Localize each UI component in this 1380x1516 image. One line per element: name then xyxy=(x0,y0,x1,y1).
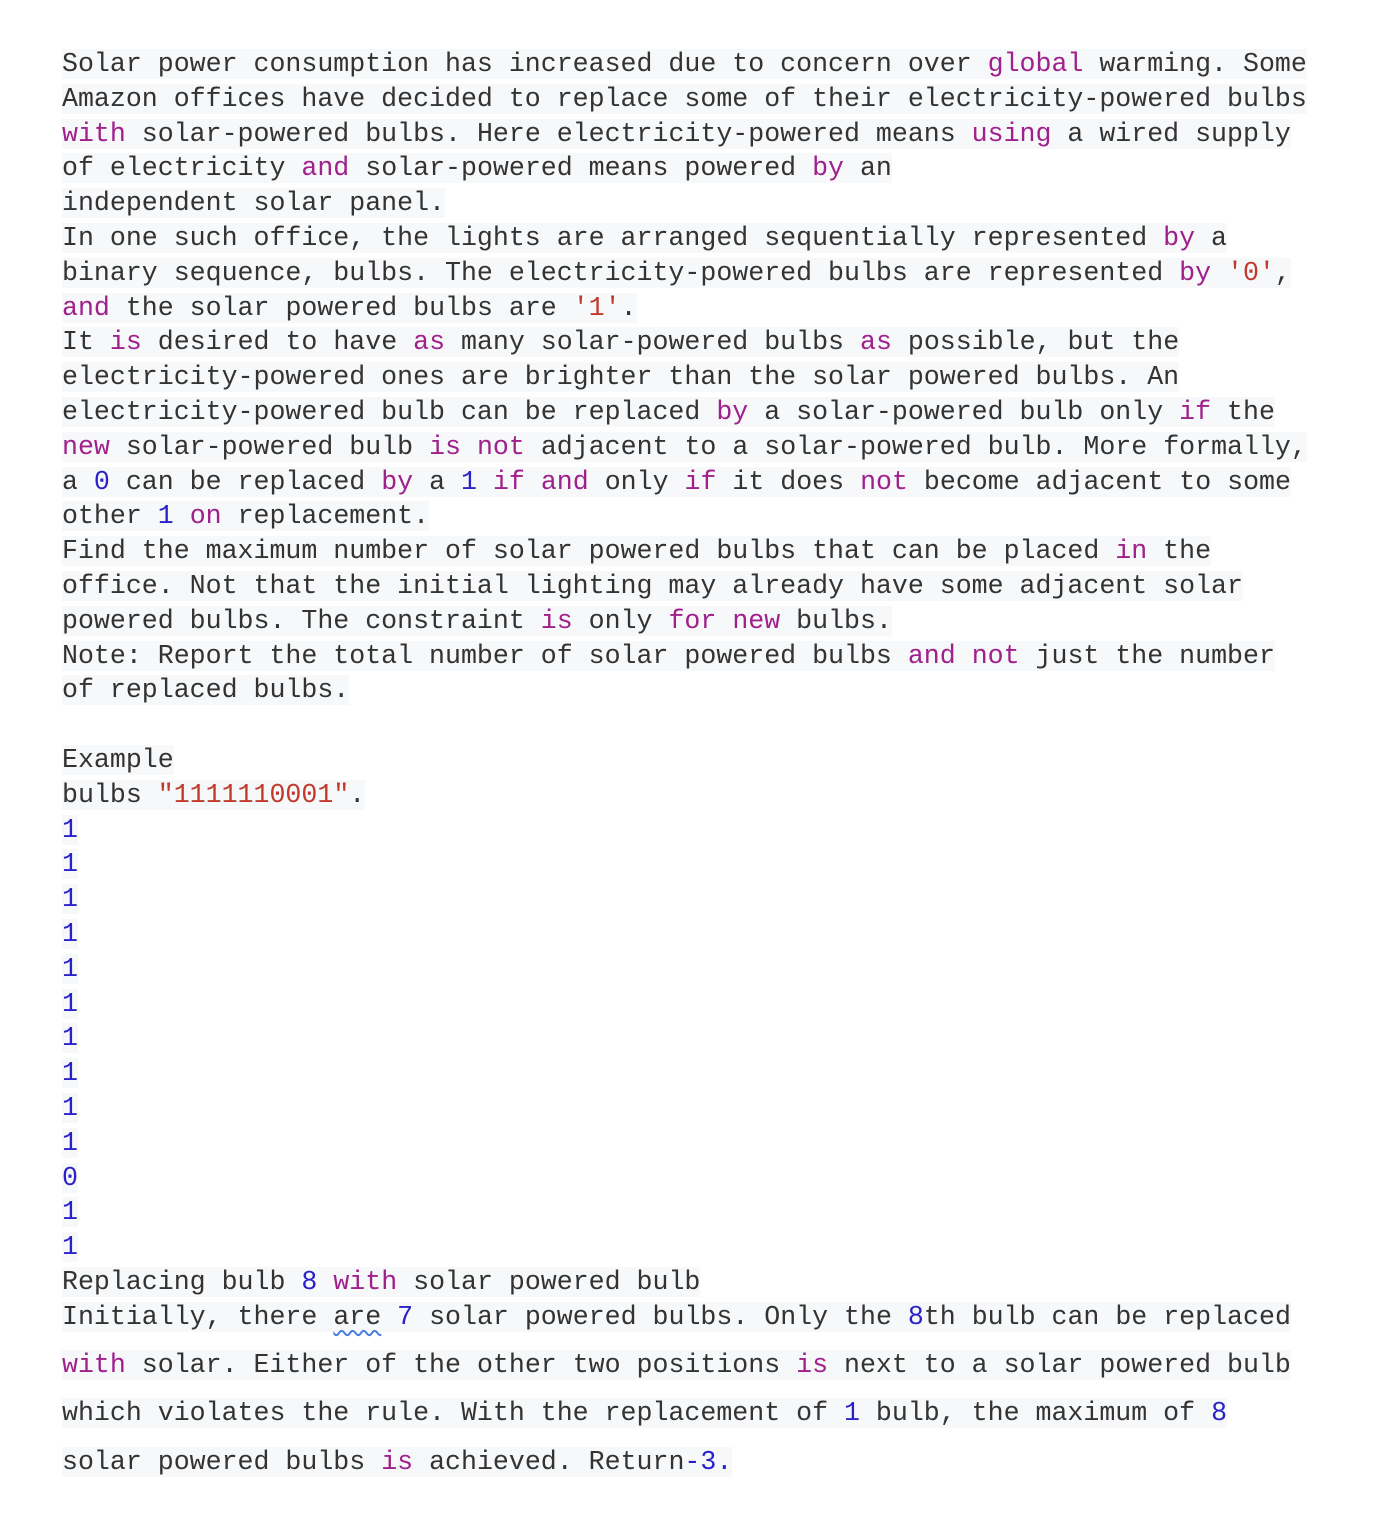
text-line xyxy=(62,1091,1307,1126)
text-line xyxy=(62,987,1307,1022)
line-highlight xyxy=(62,884,78,914)
keyword-token: by xyxy=(812,153,845,184)
text-token xyxy=(1211,258,1227,288)
keyword-token: is xyxy=(429,431,461,462)
number-token: -3. xyxy=(684,1446,733,1477)
text-token: which violates the rule. With the replacement of xyxy=(62,1398,844,1429)
text-token: achieved. Return xyxy=(413,1446,685,1477)
text-token: a xyxy=(62,466,94,497)
text-token: solar-powered bulbs. Here electricity-powered means xyxy=(125,118,972,149)
text-line xyxy=(62,82,1307,117)
text-line xyxy=(62,221,1307,256)
text-token: . xyxy=(620,292,637,323)
text-token: independent solar panel. xyxy=(62,188,446,219)
number-token: 8 xyxy=(907,1301,924,1332)
number-token: 1 xyxy=(62,884,78,915)
number-token: 0 xyxy=(62,1162,78,1193)
text-token xyxy=(716,606,732,636)
line-highlight xyxy=(62,1350,1291,1380)
number-token: 8 xyxy=(301,1266,318,1297)
text-token: replacement. xyxy=(221,501,430,532)
text-token xyxy=(317,1267,333,1297)
text-token: become adjacent to some xyxy=(907,466,1291,497)
text-token: solar powered bulbs. Only the xyxy=(413,1301,908,1332)
number-token: 8 xyxy=(1211,1398,1228,1429)
text-token: adjacent to a solar-powered bulb. More formally, xyxy=(524,431,1307,462)
line-highlight xyxy=(62,745,174,775)
text-token: a xyxy=(413,466,462,497)
number-token: 7 xyxy=(397,1301,414,1332)
text-line xyxy=(62,604,1307,639)
line-highlight xyxy=(62,606,892,636)
number-token: 1 xyxy=(62,918,78,949)
number-token: 1 xyxy=(62,1092,78,1123)
text-token xyxy=(381,1302,397,1332)
text-line xyxy=(62,1021,1307,1056)
text-line xyxy=(62,1265,1307,1300)
line-highlight xyxy=(62,258,1291,288)
keyword-token: as xyxy=(413,327,446,358)
text-line xyxy=(62,952,1307,987)
string-token: '1' xyxy=(572,292,621,323)
line-highlight xyxy=(62,989,78,1019)
line-highlight xyxy=(62,1302,1291,1332)
line-highlight xyxy=(62,188,445,218)
text-line xyxy=(62,325,1307,360)
text-token: binary sequence, bulbs. The electricity-powered bulbs are represented xyxy=(62,257,1180,288)
keyword-token: and xyxy=(540,466,589,497)
text-token: only xyxy=(588,466,685,497)
text-token: electricity-powered bulb can be replaced xyxy=(62,396,717,427)
line-highlight xyxy=(62,1058,78,1088)
keyword-token: is xyxy=(109,327,142,358)
line-highlight xyxy=(62,467,1291,497)
line-highlight xyxy=(62,119,1291,149)
text-line xyxy=(62,847,1307,882)
line-highlight xyxy=(62,397,1275,427)
text-token xyxy=(477,467,493,497)
string-token: "1111110001" xyxy=(157,779,350,810)
line-highlight xyxy=(62,84,1307,114)
text-line xyxy=(62,778,1307,813)
text-token: only xyxy=(572,605,669,636)
text-line xyxy=(62,430,1307,465)
text-line xyxy=(62,882,1307,917)
text-line xyxy=(62,465,1307,500)
text-token: Amazon offices have decided to replace some of their electricity-powered bulbs xyxy=(62,83,1307,114)
text-line xyxy=(62,1445,1307,1493)
text-token: It xyxy=(62,327,110,358)
text-line xyxy=(62,639,1307,674)
text-line xyxy=(62,1230,1307,1265)
text-token: solar. Either of the other two positions xyxy=(125,1349,797,1380)
number-token: 1 xyxy=(461,466,477,497)
keyword-token: new xyxy=(732,605,781,636)
text-line xyxy=(62,1195,1307,1230)
text-token: Note: Report the total number of solar powered bulbs xyxy=(62,640,908,671)
text-line xyxy=(62,534,1307,569)
number-token: 1 xyxy=(157,501,174,532)
text-token: bulbs xyxy=(62,779,158,810)
number-token: 1 xyxy=(62,1023,78,1054)
text-token: the solar powered bulbs are xyxy=(109,292,573,323)
line-highlight xyxy=(62,153,892,183)
keyword-token: with xyxy=(62,118,126,149)
line-highlight xyxy=(62,223,1227,253)
keyword-token: not xyxy=(860,466,908,497)
text-token: a solar-powered bulb only xyxy=(748,396,1180,427)
line-highlight xyxy=(62,501,429,531)
line-highlight xyxy=(62,327,1179,357)
keyword-token: using xyxy=(971,118,1052,149)
text-line xyxy=(62,499,1307,534)
text-token: possible, but the xyxy=(891,327,1180,358)
text-token: electricity-powered ones are brighter than the solar powered bulbs. An xyxy=(62,362,1180,393)
text-line xyxy=(62,186,1307,221)
text-token: Solar power consumption has increased due to concern over xyxy=(62,49,988,79)
text-token: powered bulbs. The constraint xyxy=(62,605,541,636)
keyword-token: if xyxy=(492,466,525,497)
keyword-token: by xyxy=(381,466,414,497)
spellcheck-flagged-word: are xyxy=(333,1301,382,1332)
text-token xyxy=(174,501,190,531)
number-token: 1 xyxy=(62,1197,78,1228)
problem-statement-document xyxy=(62,47,1307,1493)
text-token: bulb, the maximum of xyxy=(859,1398,1212,1429)
blank-line xyxy=(62,708,1307,743)
text-token: solar powered bulbs xyxy=(62,1446,382,1477)
text-token: of electricity xyxy=(62,153,302,184)
keyword-token: in xyxy=(1115,536,1148,567)
line-highlight xyxy=(62,1197,78,1227)
text-token: office. Not that the initial lighting may already have some adjacent solar xyxy=(62,570,1243,601)
keyword-token: new xyxy=(62,431,110,462)
keyword-token: not xyxy=(476,431,525,462)
text-token: a wired supply xyxy=(1051,118,1291,149)
number-token: 1 xyxy=(62,1058,78,1089)
text-token: an xyxy=(844,153,892,184)
text-token: solar-powered bulb xyxy=(109,431,430,462)
number-token: 1 xyxy=(62,1127,78,1158)
text-line xyxy=(62,117,1307,152)
text-token: a xyxy=(1195,222,1228,253)
keyword-token: with xyxy=(333,1266,398,1297)
keyword-token: not xyxy=(971,640,1020,671)
number-token: 1 xyxy=(843,1398,860,1429)
line-highlight xyxy=(62,571,1243,601)
text-token: . xyxy=(349,779,366,810)
number-token: 0 xyxy=(93,466,110,497)
keyword-token: for xyxy=(668,605,717,636)
text-line xyxy=(62,151,1307,186)
text-token: it does xyxy=(716,466,861,497)
line-highlight xyxy=(62,780,365,810)
text-token: desired to have xyxy=(141,327,414,358)
text-token: many solar-powered bulbs xyxy=(445,327,860,358)
line-highlight xyxy=(62,536,1211,566)
text-line xyxy=(62,291,1307,326)
keyword-token: global xyxy=(987,49,1084,79)
keyword-token: and xyxy=(301,153,350,184)
text-token: the xyxy=(1147,536,1212,567)
keyword-token: on xyxy=(189,501,222,532)
text-token: next to a solar powered bulb xyxy=(828,1349,1291,1380)
text-line xyxy=(62,360,1307,395)
text-token: other xyxy=(62,501,158,532)
text-token: solar powered bulb xyxy=(397,1266,701,1297)
text-line xyxy=(62,1056,1307,1091)
line-highlight xyxy=(62,293,637,323)
line-highlight xyxy=(62,1447,732,1477)
text-token: warming. Some xyxy=(1083,49,1307,79)
number-token: 1 xyxy=(62,988,78,1019)
keyword-token: by xyxy=(1179,257,1212,288)
keyword-token: and xyxy=(62,292,110,323)
keyword-token: if xyxy=(684,466,717,497)
text-line xyxy=(62,47,1307,82)
keyword-token: if xyxy=(1179,396,1212,427)
text-token xyxy=(956,641,972,671)
line-highlight xyxy=(62,49,1307,79)
line-highlight xyxy=(62,1128,78,1158)
line-highlight xyxy=(62,362,1179,392)
text-token: In one such office, the lights are arranged sequentially represented xyxy=(62,222,1164,253)
line-highlight xyxy=(62,641,1275,671)
keyword-token: with xyxy=(62,1349,126,1380)
line-highlight xyxy=(62,1232,78,1262)
line-highlight xyxy=(62,849,78,879)
text-line xyxy=(62,1348,1307,1396)
line-highlight xyxy=(62,815,78,845)
keyword-token: by xyxy=(716,396,749,427)
text-token: can be replaced xyxy=(109,466,382,497)
line-highlight xyxy=(62,432,1307,462)
keyword-token: by xyxy=(1163,222,1196,253)
text-line xyxy=(62,673,1307,708)
text-line xyxy=(62,1126,1307,1161)
line-highlight xyxy=(62,919,78,949)
line-highlight xyxy=(62,1093,78,1123)
text-token xyxy=(525,467,541,497)
text-token: Replacing bulb xyxy=(62,1266,302,1297)
text-token xyxy=(461,432,477,462)
line-highlight xyxy=(62,1267,700,1297)
text-token: Example xyxy=(62,744,174,775)
number-token: 1 xyxy=(62,953,78,984)
line-highlight xyxy=(62,1398,1227,1428)
line-highlight xyxy=(62,675,349,705)
text-token: , xyxy=(1274,257,1291,288)
text-line xyxy=(62,743,1307,778)
string-token: '0' xyxy=(1227,257,1275,288)
text-line xyxy=(62,1161,1307,1196)
text-line xyxy=(62,569,1307,604)
text-line xyxy=(62,1396,1307,1444)
number-token: 1 xyxy=(62,849,78,880)
text-line xyxy=(62,917,1307,952)
text-line xyxy=(62,395,1307,430)
keyword-token: as xyxy=(859,327,892,358)
keyword-token: is xyxy=(381,1446,414,1477)
keyword-token: and xyxy=(907,640,956,671)
keyword-token: is xyxy=(540,605,573,636)
line-highlight xyxy=(62,1163,78,1193)
text-token: of replaced bulbs. xyxy=(62,675,350,706)
text-line xyxy=(62,1300,1307,1348)
line-highlight xyxy=(62,1023,78,1053)
text-line xyxy=(62,813,1307,848)
keyword-token: is xyxy=(796,1349,829,1380)
text-token: th bulb can be replaced xyxy=(923,1301,1291,1332)
text-token: Find the maximum number of solar powered bulbs that can be placed xyxy=(62,536,1116,567)
number-token: 1 xyxy=(62,1232,78,1263)
text-token: the xyxy=(1211,396,1275,427)
text-token: Initially, there xyxy=(62,1301,334,1332)
line-highlight xyxy=(62,954,78,984)
text-token: bulbs. xyxy=(780,605,892,636)
text-token: just the number xyxy=(1019,640,1275,671)
number-token: 1 xyxy=(62,814,78,845)
text-line xyxy=(62,256,1307,291)
text-token: solar-powered means powered xyxy=(349,153,813,184)
